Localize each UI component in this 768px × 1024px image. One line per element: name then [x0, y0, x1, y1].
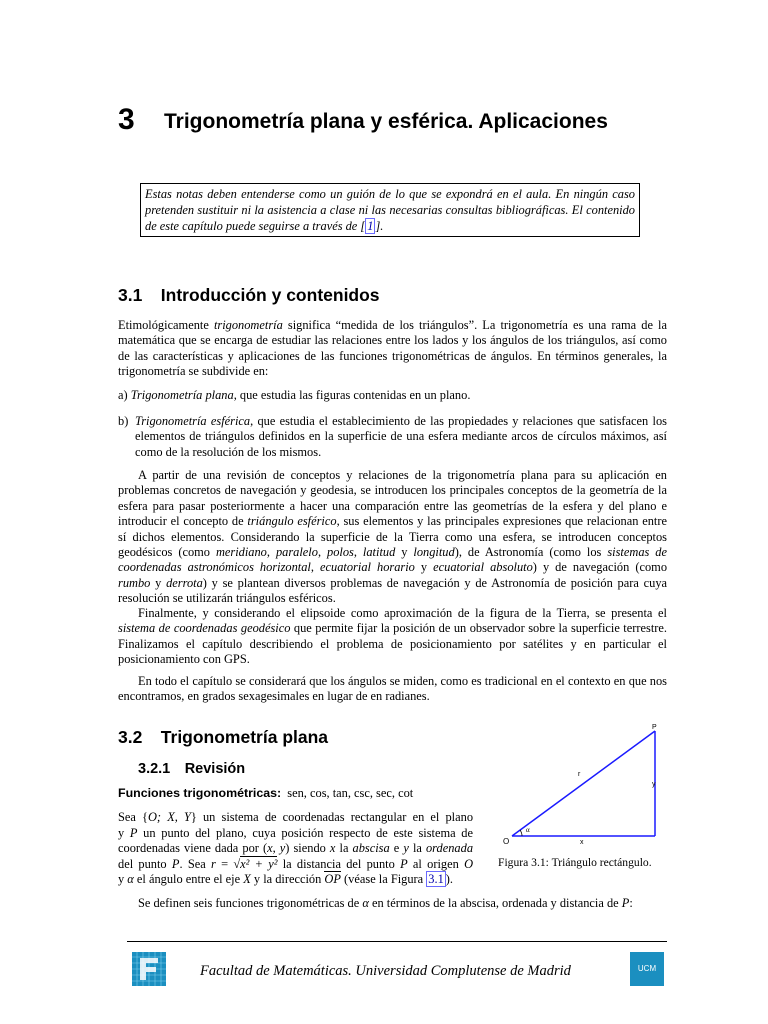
emphasis: Trigonometría plana: [130, 388, 234, 402]
text: del punto: [118, 856, 172, 871]
text-line: [118, 826, 473, 842]
label-y: y: [652, 781, 656, 788]
math: P: [400, 856, 408, 871]
emphasis: latitud: [362, 545, 396, 560]
paragraph-geodesic: [118, 606, 667, 668]
text: , que estudia las figuras contenidas en un plano.: [233, 388, 471, 402]
math: X: [243, 872, 251, 887]
text: Finalmente, y considerando el elipsoide como aproximación de la figura de la Tierra, se presenta el: [138, 606, 667, 620]
emphasis: polos: [327, 545, 354, 560]
math: P: [621, 896, 630, 910]
emphasis: sistema de coordenadas geodésico: [118, 621, 291, 636]
math: O: [464, 856, 474, 871]
emphasis: sistemas de coordenadas astronómicos horizontal: [118, 545, 667, 575]
text: la: [408, 841, 426, 856]
text: y: [395, 545, 414, 560]
text: ), de Astronomía (como los: [454, 545, 608, 560]
label-o: O: [503, 837, 510, 846]
text-line: [118, 857, 473, 873]
text: Sea {: [118, 810, 148, 824]
footer-rule: [127, 941, 667, 942]
math-vector: OP: [324, 872, 341, 887]
ucm-logo: [630, 952, 664, 986]
list-marker: b): [118, 414, 129, 428]
label-x: x: [580, 839, 584, 846]
text: el ángulo entre el eje: [133, 872, 244, 887]
label-alpha: α: [526, 826, 530, 834]
text: ) siendo: [285, 841, 330, 856]
functions-list: sen, cos, tan, csc, sec, cot: [287, 786, 414, 800]
note-box: [140, 183, 640, 237]
text: ,: [317, 545, 327, 560]
label-r: r: [578, 771, 581, 778]
math: x: [329, 841, 336, 856]
emphasis: meridiano: [215, 545, 267, 560]
text: ,: [266, 545, 276, 560]
emphasis: ordenada: [425, 841, 474, 856]
text-line: [118, 872, 473, 888]
subsection-heading: [138, 760, 245, 778]
math: α: [127, 872, 134, 887]
paragraph-coordinates: [118, 810, 473, 888]
triangle-hypotenuse: [512, 731, 655, 836]
text: y: [414, 560, 434, 575]
text: e: [389, 841, 404, 856]
list-item-a: [118, 388, 667, 403]
emphasis: longitud: [413, 545, 455, 560]
note-text: Estas notas deben entenderse como un guión de lo que se expondrá en el aula. En ningún caso pretenden sustituir ni la asistencia a clase ni las necesarias consultas bibliográficas. El contenido de este capítulo puede seguirse a través de [: [145, 187, 635, 233]
subsection-title: Revisión: [184, 761, 246, 777]
faculty-logo-icon: [132, 952, 166, 986]
ucm-logo-text: UCM: [637, 964, 657, 973]
text: que permite fijar la posición de un observador sobre la superficie terrestre. Finalizamos el capítulo describiendo el problema de posicionamiento por satélites y en particular el posicionamiento con GPS.: [118, 621, 667, 667]
faculty-logo: [132, 952, 166, 986]
math: O; X, Y: [147, 810, 191, 824]
text: en términos de la abscisa, ordenada y distancia de: [368, 896, 622, 910]
emphasis: triángulo esférico: [247, 514, 337, 529]
text: la distancia del punto: [277, 856, 401, 871]
functions-label: Funciones trigonométricas:: [118, 786, 282, 800]
math: r: [210, 856, 216, 871]
text: ) y se plantean diversos problemas de navegación y de Astronomía de posición para cuya resolución se utilizarán triángulos esféricos.: [118, 575, 668, 606]
text: la: [335, 841, 353, 856]
figure-right-triangle: [498, 720, 668, 850]
text: significa “medida de los triángulos”. La trigonometría es una rama de la matemática que se encarga de estudiar las relaciones entre los lados y los ángulos de los triángulos, así como de las características y aplicaciones de las funciones trigonométricas de ángulos. En términos generales, la trigonometría se subdivide en:: [118, 318, 667, 379]
text: ) y de navegación (como: [532, 560, 668, 575]
text: y la dirección: [250, 872, 325, 887]
text: ).: [445, 872, 454, 887]
paragraph-degrees: En todo el capítulo se considerará que los ángulos se miden, como es tradicional en el contexto en que nos encontramos, en grados sexagesimales en lugar de en radianes.: [118, 674, 667, 704]
text: (véase la Figura: [340, 872, 427, 887]
emphasis: paralelo: [275, 545, 318, 560]
math: P: [129, 825, 138, 840]
paragraph-overview: [118, 468, 667, 607]
text: Etimológicamente: [118, 318, 214, 332]
math-radicand: x² + y²: [240, 856, 278, 871]
emphasis: trigonometría: [213, 318, 283, 332]
figure-caption: Figura 3.1: Triángulo rectángulo.: [498, 856, 652, 869]
chapter-number: 3: [118, 103, 135, 136]
math: x, y: [267, 841, 286, 856]
section-title: Trigonometría plana: [160, 727, 329, 747]
section-3-2-heading: [118, 727, 328, 748]
text: A partir de una revisión de conceptos y relaciones de la trigonometría plana para su aplicación en problemas concretos de navegación y geodesia, se introducen los principales conceptos de la geometría de la esfera para pasar posteriormente a hacer una comparación entre las geometrías de la esfera y del plano e introducir el concepto de: [118, 468, 667, 529]
chapter-title: Trigonometría plana y esférica. Aplicaciones: [164, 110, 608, 133]
text: ,: [310, 560, 321, 575]
label-p: P: [652, 724, 657, 731]
emphasis: Trigonometría esférica: [135, 414, 251, 428]
emphasis: derrota: [166, 575, 203, 590]
text: :: [629, 896, 633, 910]
text: y: [150, 575, 167, 590]
text: , sus elementos y las principales expresiones que relacionan entre sí dichos elementos. Considerando la superficie de la Tierra como una esfera, se introducen conceptos geodésicos (como: [118, 514, 667, 560]
section-title: Introducción y contenidos: [160, 285, 380, 305]
text: Se definen seis funciones trigonométricas de: [138, 896, 363, 910]
math: α: [362, 896, 369, 910]
figure-ref-link[interactable]: 3.1: [428, 872, 444, 887]
text-line: [118, 810, 473, 826]
text: . Sea: [179, 856, 211, 871]
math: y: [403, 841, 409, 856]
list-item-body: [135, 414, 667, 460]
footer-text: Facultad de Matemáticas. Universidad Complutense de Madrid: [200, 963, 571, 979]
emphasis: ecuatorial absoluto: [433, 560, 533, 575]
text: } un sistema de coordenadas rectangular en el plano: [190, 810, 474, 824]
list-marker: a): [118, 388, 128, 402]
section-number: 3.1: [118, 285, 143, 305]
angle-arc: [520, 830, 522, 836]
text: un punto del plano, cuya posición respecto de este sistema de: [137, 825, 474, 840]
text: ,: [353, 545, 363, 560]
text: al origen: [407, 856, 465, 871]
text: y: [118, 825, 130, 840]
emphasis: abscisa: [352, 841, 390, 856]
note-end: ].: [375, 219, 384, 233]
paragraph-definitions: [138, 896, 668, 911]
paragraph-intro: [118, 318, 667, 380]
functions-line: [118, 786, 413, 801]
section-number: 3.2: [118, 727, 143, 747]
emphasis: ecuatorial horario: [320, 560, 415, 575]
text: y: [118, 872, 128, 887]
emphasis: rumbo: [118, 575, 151, 590]
subsection-number: 3.2.1: [138, 761, 171, 777]
list-item-b: [118, 414, 667, 460]
text-line: [118, 841, 473, 857]
text: = √: [215, 856, 241, 871]
text: coordenadas viene dada por (: [118, 841, 268, 856]
text: , que estudia el establecimiento de las propiedades y relaciones que satisfacen los elementos de triángulos definidos en la superficie de una esfera mediante arcos de círculos máximos, así como de la resolución de los mismos.: [135, 414, 667, 459]
math: P: [171, 856, 180, 871]
note-ref-link[interactable]: 1: [367, 219, 374, 233]
section-3-1-heading: [118, 285, 380, 306]
